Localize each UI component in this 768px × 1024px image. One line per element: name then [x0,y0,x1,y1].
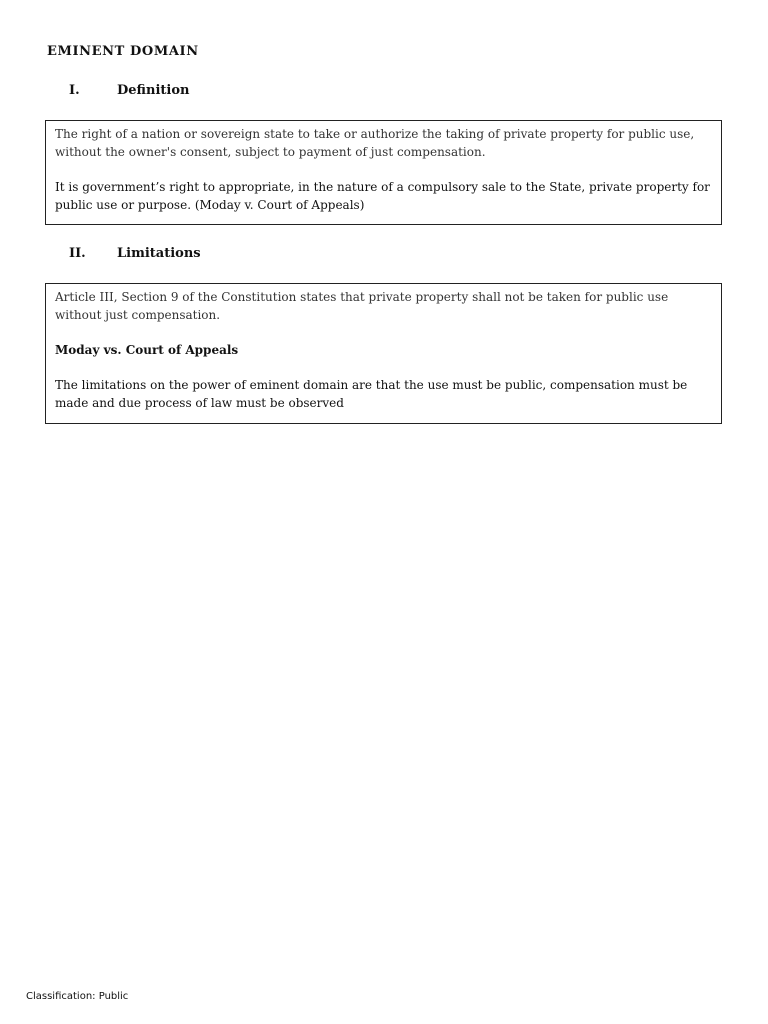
limitations-box [45,283,722,424]
section-number: I. [69,83,80,98]
section-number: II. [69,246,86,261]
section-heading-limitations [69,246,201,261]
definition-box [45,120,722,225]
document-title: EMINENT DOMAIN [47,44,199,59]
limitations-paragraph: Article III, Section 9 of the Constitution states that private property shall not be taken for public use without just compensation. [55,290,669,322]
limitations-paragraph: The limitations on the power of eminent domain are that the use must be public, compensation must be made and due process of law must be observed [55,378,688,410]
definition-paragraph: It is government’s right to appropriate, in the nature of a compulsory sale to the State, private property for public use or purpose. (Moday v. Court of Appeals) [55,180,710,212]
case-heading: Moday vs. Court of Appeals [55,343,239,357]
definition-paragraph: The right of a nation or sovereign state to take or authorize the taking of private property for public use, without the owner's consent, subject to payment of just compensation. [55,127,695,159]
section-heading-definition [69,83,189,98]
section-title: Limitations [117,246,201,261]
section-title: Definition [117,83,190,98]
classification-footer: Classification: Public [26,991,129,1002]
